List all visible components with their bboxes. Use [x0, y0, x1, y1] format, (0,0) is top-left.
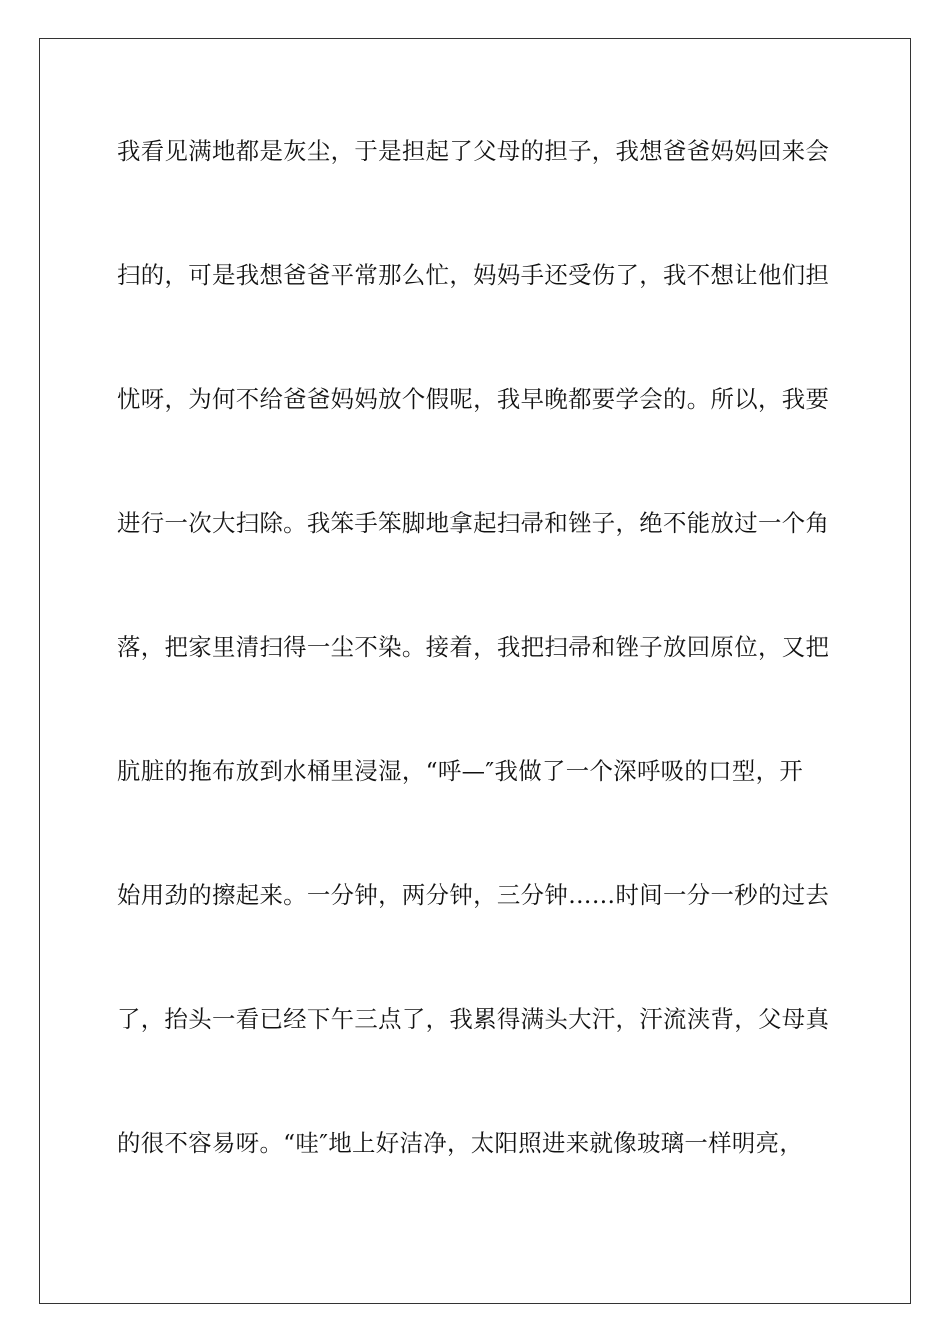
paragraph-line: 我看见满地都是灰尘，于是担起了父母的担子，我想爸爸妈妈回来会 — [117, 137, 830, 165]
paragraph-line: 肮脏的拖布放到水桶里浸湿，“呼—″我做了一个深呼吸的口型，开 — [117, 757, 804, 785]
paragraph-line: 的很不容易呀。“哇″地上好洁净，太阳照进来就像玻璃一样明亮， — [117, 1129, 804, 1157]
paragraph-line: 了，抬头一看已经下午三点了，我累得满头大汗，汗流浃背，父母真 — [117, 1005, 830, 1033]
paragraph-line: 忧呀，为何不给爸爸妈妈放个假呢，我早晚都要学会的。所以，我要 — [117, 385, 830, 413]
paragraph-line: 始用劲的擦起来。一分钟，两分钟，三分钟……时间一分一秒的过去 — [117, 881, 830, 909]
page-border — [39, 38, 911, 1304]
paragraph-line: 进行一次大扫除。我笨手笨脚地拿起扫帚和锉子，绝不能放过一个角 — [117, 509, 830, 537]
paragraph-line: 扫的，可是我想爸爸平常那么忙，妈妈手还受伤了，我不想让他们担 — [117, 261, 830, 289]
paragraph-line: 落，把家里清扫得一尘不染。接着，我把扫帚和锉子放回原位，又把 — [117, 633, 830, 661]
